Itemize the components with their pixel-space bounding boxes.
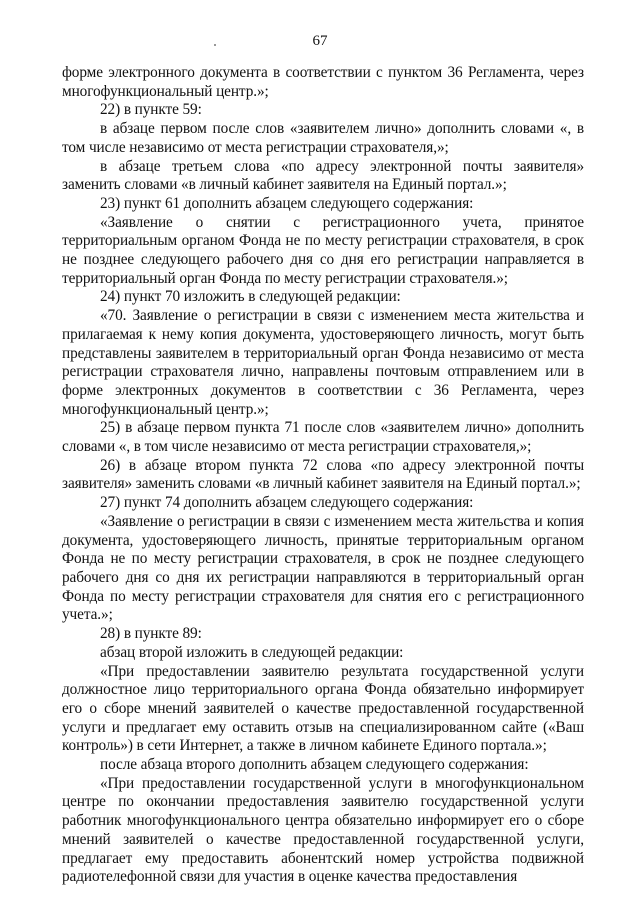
paragraph: «Заявление о снятии с регистрационного учета, принятое территориальным органом Фонда не по месту регистрации страхователя, в срок не позднее следующего рабочего дня со дня его регистрации направляется в территориальный орган Фонда по месту регистрации страхователя.»;	[62, 213, 584, 287]
paragraph: форме электронного документа в соответствии с пунктом 36 Регламента, через многофункциональный центр.»;	[62, 64, 584, 100]
paragraph: 27) пункт 74 дополнить абзацем следующего содержания:	[100, 494, 474, 512]
page-number: 67	[312, 33, 328, 49]
paragraph: абзац второй изложить в следующей редакции:	[100, 643, 404, 661]
paragraph: «70. Заявление о регистрации в связи с изменением места жительства и прилагаемая к нему копия документа, удостоверяющего личность, могут быть представлены заявителем в территориальный орган Фонда независимо от места регистрации страхователя лично, направлены почтовым отправлением или в форме электронных документов в соответствии с 36 Регламента, через многофункциональный центр.»;	[62, 307, 584, 418]
document-body	[62, 64, 584, 887]
paragraph: в абзаце первом после слов «заявителем лично» дополнить словами «, в том числе независимо от места регистрации страхователя,»;	[62, 120, 584, 156]
paragraph: 22) в пункте 59:	[100, 101, 202, 119]
paragraph: 25) в абзаце первом пункта 71 после слов «заявителем лично» дополнить словами «, в том числе независимо от места регистрации страхователя,»;	[62, 419, 584, 456]
paragraph: 24) пункт 70 изложить в следующей редакции:	[100, 288, 401, 306]
paragraph: 23) пункт 61 дополнить абзацем следующего содержания:	[100, 194, 474, 212]
scan-speck	[214, 44, 216, 46]
paragraph: 28) в пункте 89:	[100, 625, 202, 643]
paragraph: «При предоставлении заявителю результата государственной услуги должностное лицо территориального органа Фонда обязательно информирует его о сборе мнений заявителей о качестве предоставленной государственной услуги и предлагает ему оставить отзыв на специализированном сайте («Ваш контроль») в сети Интернет, а также в личном кабинете Единого портала.»;	[62, 662, 584, 755]
paragraph: «При предоставлении государственной услуги в многофункциональном центре по окончании предоставления заявителю государственной услуги работник многофункционального центра обязательно информирует его о сборе мнений заявителей о качестве предоставленной государственной услуги, предлагает ему предоставить абонентский номер устройства подвижной радиотелефонной связи для участия в оценке качества предоставления	[62, 774, 584, 886]
paragraph: в абзаце третьем слова «по адресу электронной почты заявителя» заменить словами «в личный кабинет заявителя на Единый портал.»;	[62, 157, 584, 194]
paragraph: 26) в абзаце втором пункта 72 слова «по адресу электронной почты заявителя» заменить словами «в личный кабинет заявителя на Единый портал.»;	[62, 456, 584, 493]
paragraph: после абзаца второго дополнить абзацем следующего содержания:	[100, 756, 529, 774]
paragraph: «Заявление о регистрации в связи с изменением места жительства и копия документа, удостоверяющего личность, принятые территориальным органом Фонда не по месту регистрации страхователя, в срок не позднее следующего рабочего дня со дня их регистрации направляются в территориальный орган Фонда по месту регистрации страхователя для снятия его с регистрационного учета.»;	[62, 512, 584, 624]
